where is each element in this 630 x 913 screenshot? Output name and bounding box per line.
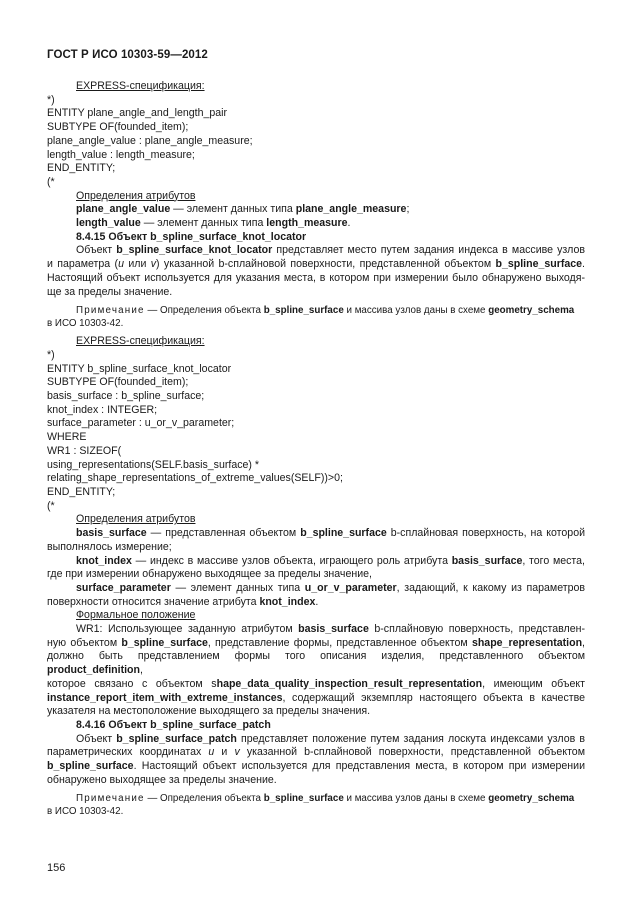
paragraph-line: которое связано с объектом shape_data_quality_inspection_result_representation, имеющим объект	[47, 677, 585, 690]
attribute-definition: length_value — элемент данных типа length_measure.	[76, 217, 351, 230]
attribute-definition: plane_angle_value — элемент данных типа plane_angle_measure;	[76, 203, 410, 216]
code-line: ENTITY plane_angle_and_length_pair	[47, 107, 228, 120]
attribute-definitions-heading: Определения атрибутов	[76, 513, 196, 526]
paragraph-line: поверхности относится значение атрибута knot_index.	[47, 595, 319, 608]
section-title: 8.4.15 Объект b_spline_surface_knot_locator	[76, 230, 307, 243]
code-line: using_representations(SELF.basis_surface) *	[47, 458, 259, 471]
paragraph-line: должно быть представлением формы того описания изделия, представленного объектом product_definition,	[47, 650, 585, 677]
express-spec-label: EXPRESS-спецификация:	[76, 335, 205, 348]
code-line: *)	[47, 93, 55, 106]
code-line: SUBTYPE OF(founded_item);	[47, 376, 189, 389]
code-line: length_value : length_measure;	[47, 148, 195, 161]
code-line: WR1 : SIZEOF(	[47, 444, 122, 457]
section-title: 8.4.16 Объект b_spline_surface_patch	[76, 718, 271, 731]
code-line: basis_surface : b_spline_surface;	[47, 390, 205, 403]
code-line: surface_parameter : u_or_v_parameter;	[47, 417, 235, 430]
paragraph-line: Объект b_spline_surface_knot_locator представляет место путем задания индекса в массиве узлов	[76, 244, 585, 257]
attribute-definition: surface_parameter — элемент данных типа u_or_v_parameter, задающий, к какому из параметров	[76, 581, 585, 594]
code-line: END_ENTITY;	[47, 485, 116, 498]
note-line: в ИСО 10303-42.	[47, 318, 124, 330]
code-line: relating_shape_representations_of_extreme_values(SELF))>0;	[47, 472, 343, 485]
paragraph-line: выполнялось измерение;	[47, 540, 172, 553]
code-line: WHERE	[47, 431, 87, 444]
note: Примечание — Определения объекта b_spline_surface и массива узлов даны в схеме geometry_schema	[76, 305, 575, 317]
paragraph-line: ще за пределы значение.	[47, 285, 173, 298]
paragraph-line: WR1: Использующее заданную атрибутом basis_surface b-сплайновую поверхность, представлен-	[76, 623, 585, 636]
code-line: END_ENTITY;	[47, 162, 116, 175]
paragraph-line: instance_report_item_with_extreme_instances, содержащий экземпляр настоящего объекта в качестве	[47, 691, 585, 704]
paragraph-line: и параметра (u или v) указанной b-сплайновой поверхности, представленной объектом b_spline_surface.	[47, 258, 585, 271]
paragraph-line: обнаружено выходящее за пределы значение.	[47, 773, 277, 786]
code-line: plane_angle_value : plane_angle_measure;	[47, 134, 253, 147]
note: Примечание — Определения объекта b_spline_surface и массива узлов даны в схеме geometry_schema	[76, 793, 575, 805]
code-line: *)	[47, 348, 55, 361]
attribute-definition: knot_index — индекс в массиве узлов объекта, играющего роль атрибута basis_surface, того места,	[76, 554, 585, 567]
paragraph-line: параметрических координатах u и v указанной b-сплайновой поверхности, представленной объектом	[47, 746, 585, 759]
note-line: в ИСО 10303-42.	[47, 806, 124, 818]
express-spec-label: EXPRESS-спецификация:	[76, 80, 205, 92]
attribute-definitions-heading: Определения атрибутов	[76, 189, 196, 202]
code-line: knot_index : INTEGER;	[47, 403, 158, 416]
page-number: 156	[47, 862, 66, 874]
paragraph-line: где при измерении обнаружено выходящее за пределы значение,	[47, 568, 372, 581]
code-line: SUBTYPE OF(founded_item);	[47, 121, 189, 134]
express-code-block	[47, 94, 585, 190]
paragraph-line: b_spline_surface. Настоящий объект используется для представления места, в котором при измерении	[47, 760, 585, 773]
code-line: (*	[47, 175, 55, 188]
code-line: (*	[47, 499, 55, 512]
attribute-definition: basis_surface — представленная объектом b_spline_surface b-сплайновая поверхность, на которой	[76, 527, 585, 540]
paragraph-line: ную объектом b_spline_surface, представление формы, представленное объектом shape_representation,	[47, 636, 585, 649]
paragraph-line: указателя на местоположение выходящего за пределы значения.	[47, 705, 371, 718]
formal-proposition-heading: Формальное положение	[76, 609, 196, 622]
paragraph-line: Настоящий объект используется для указания места, в котором при измерении было обнаружено выходя-	[47, 271, 585, 284]
paragraph-line: Объект b_spline_surface_patch представляет положение путем задания лоскута индексами узлов в	[76, 732, 585, 745]
document-body	[47, 80, 585, 818]
standard-header: ГОСТ Р ИСО 10303-59—2012	[47, 49, 208, 61]
code-line: ENTITY b_spline_surface_knot_locator	[47, 362, 232, 375]
express-code-block	[47, 349, 585, 513]
